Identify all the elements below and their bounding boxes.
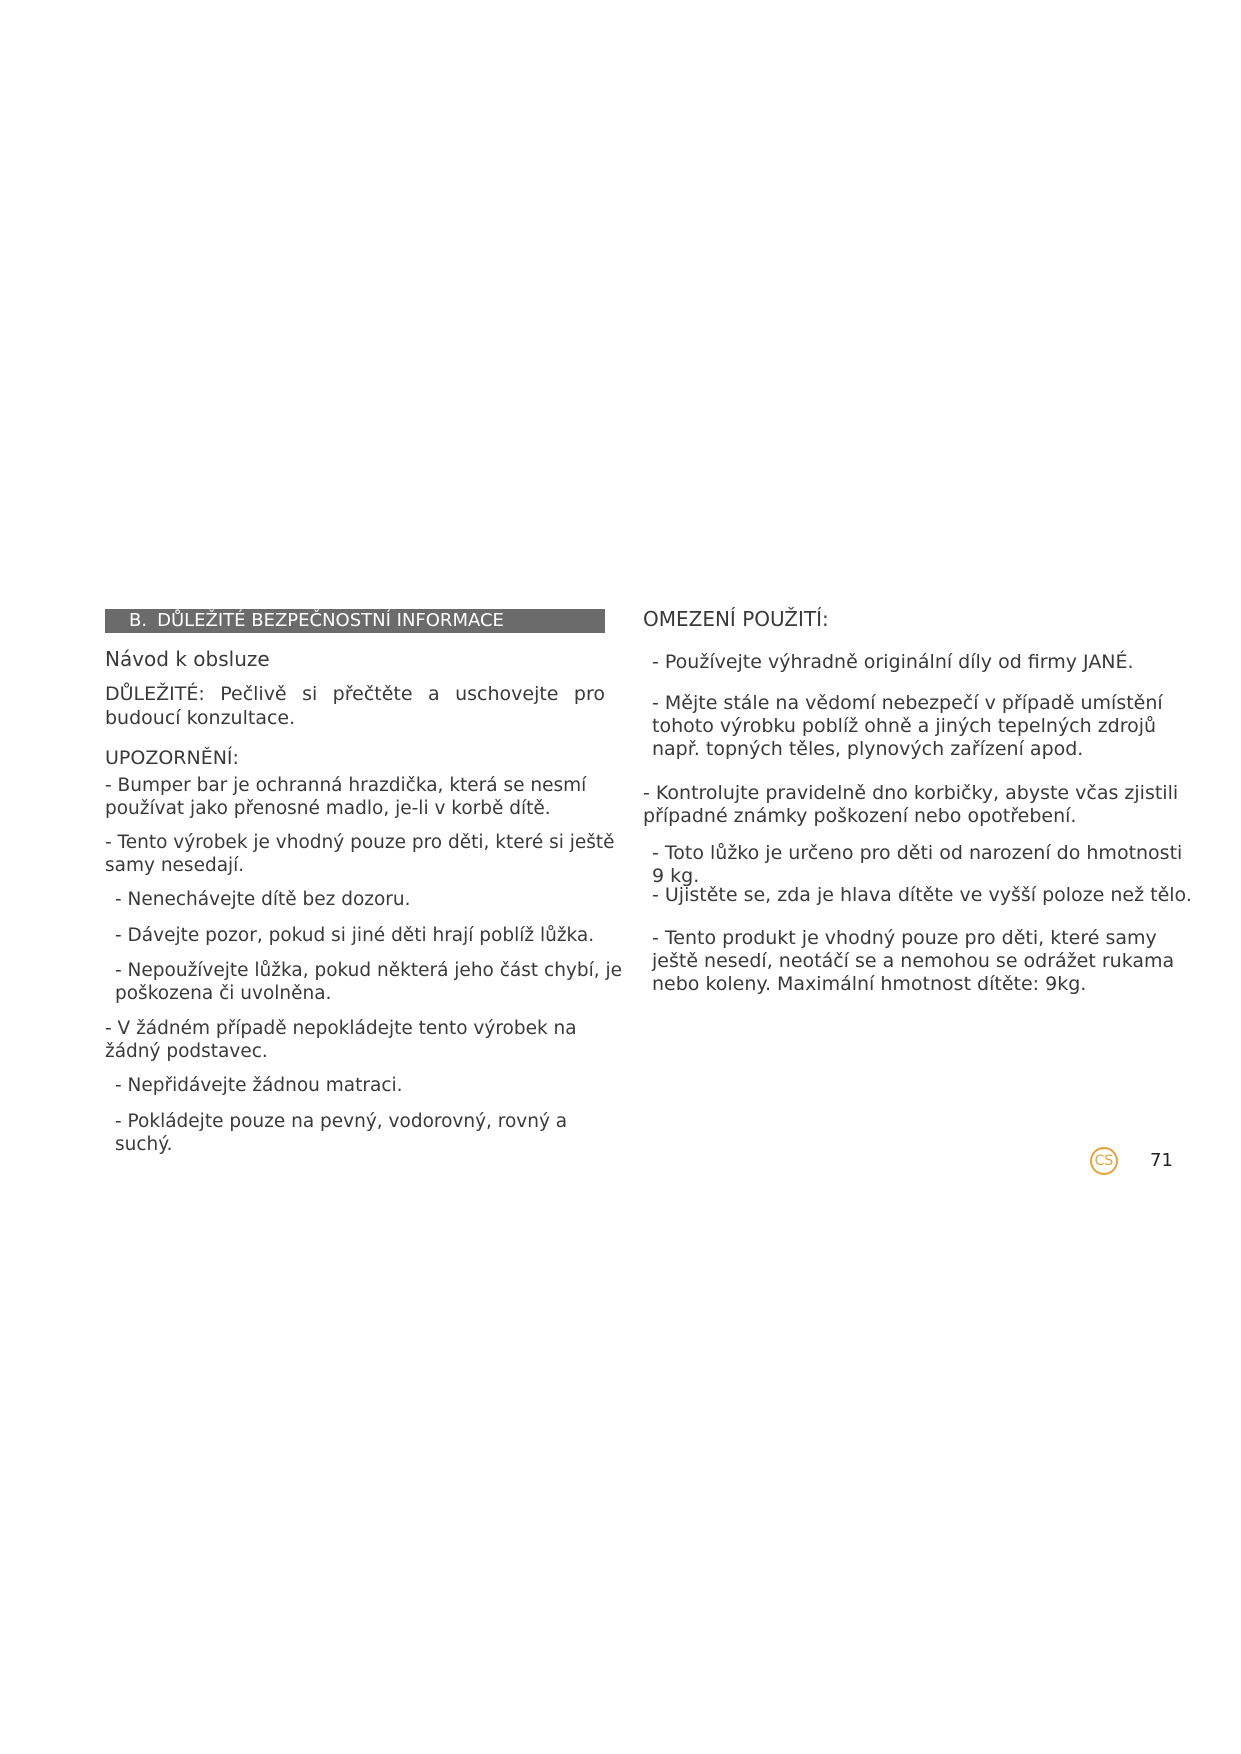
limit-item: - Tento produkt je vhodný pouze pro děti, které samy ještě nesedí, neotáčí se a nemohou se odrážet rukama nebo koleny. Maximální hmotnost dítěte: 9kg. (652, 927, 1175, 995)
language-badge: CS (1090, 1147, 1118, 1175)
warning-item: - Bumper bar je ochranná hrazdička, která se nesmí používat jako přenosné madlo, je-li v korbě dítě. (105, 775, 587, 819)
important-note (105, 682, 605, 730)
warning-item: - Nepřidávejte žádnou matraci. (115, 1075, 403, 1096)
manual-title: Návod k obsluze (105, 647, 270, 671)
warning-item: - Pokládejte pouze na pevný, vodorovný, rovný a suchý. (115, 1111, 568, 1155)
warning-item: - Tento výrobek je vhodný pouze pro děti, které si ještě samy nesedají. (105, 832, 615, 876)
warning-item: - V žádném případě nepokládejte tento výrobek na žádný podstavec. (105, 1018, 577, 1062)
limit-item: - Mějte stále na vědomí nebezpečí v případě umístění tohoto výrobku poblíž ohně a jiných tepelných zdrojů např. topných těles, plynových zařízení apod. (652, 692, 1163, 760)
limits-heading: OMEZENÍ POUŽITÍ: (643, 607, 829, 631)
important-label: DŮLEŽITÉ: (105, 683, 205, 705)
warning-item: - Nenechávejte dítě bez dozoru. (115, 889, 411, 910)
section-header (105, 609, 610, 633)
limit-item: - Ujistěte se, zda je hlava dítěte ve vyšší poloze než tělo. (652, 884, 1192, 906)
limit-item: - Používejte výhradně originální díly od firmy JANÉ. (652, 651, 1134, 673)
section-title: DŮLEŽITÉ BEZPEČNOSTNÍ INFORMACE (157, 610, 504, 631)
limit-item: - Toto lůžko je určeno pro děti od narození do hmotnosti 9 kg. (652, 842, 1183, 887)
section-letter: B. (129, 610, 148, 631)
section-bar (105, 609, 605, 633)
warning-item: - Nepoužívejte lůžka, pokud některá jeho část chybí, je poškozena či uvolněna. (115, 960, 623, 1004)
limit-item: - Kontrolujte pravidelně dno korbičky, abyste včas zjistili případné známky poškození nebo opotřebení. (643, 782, 1179, 827)
warning-item: - Dávejte pozor, pokud si jiné děti hrají poblíž lůžka. (115, 925, 595, 946)
warning-heading: UPOZORNĚNÍ: (105, 747, 239, 769)
important-text: Pečlivě si přečtěte a uschovejte pro budoucí konzultace. (105, 683, 606, 729)
page-number: 71 (1150, 1150, 1173, 1171)
